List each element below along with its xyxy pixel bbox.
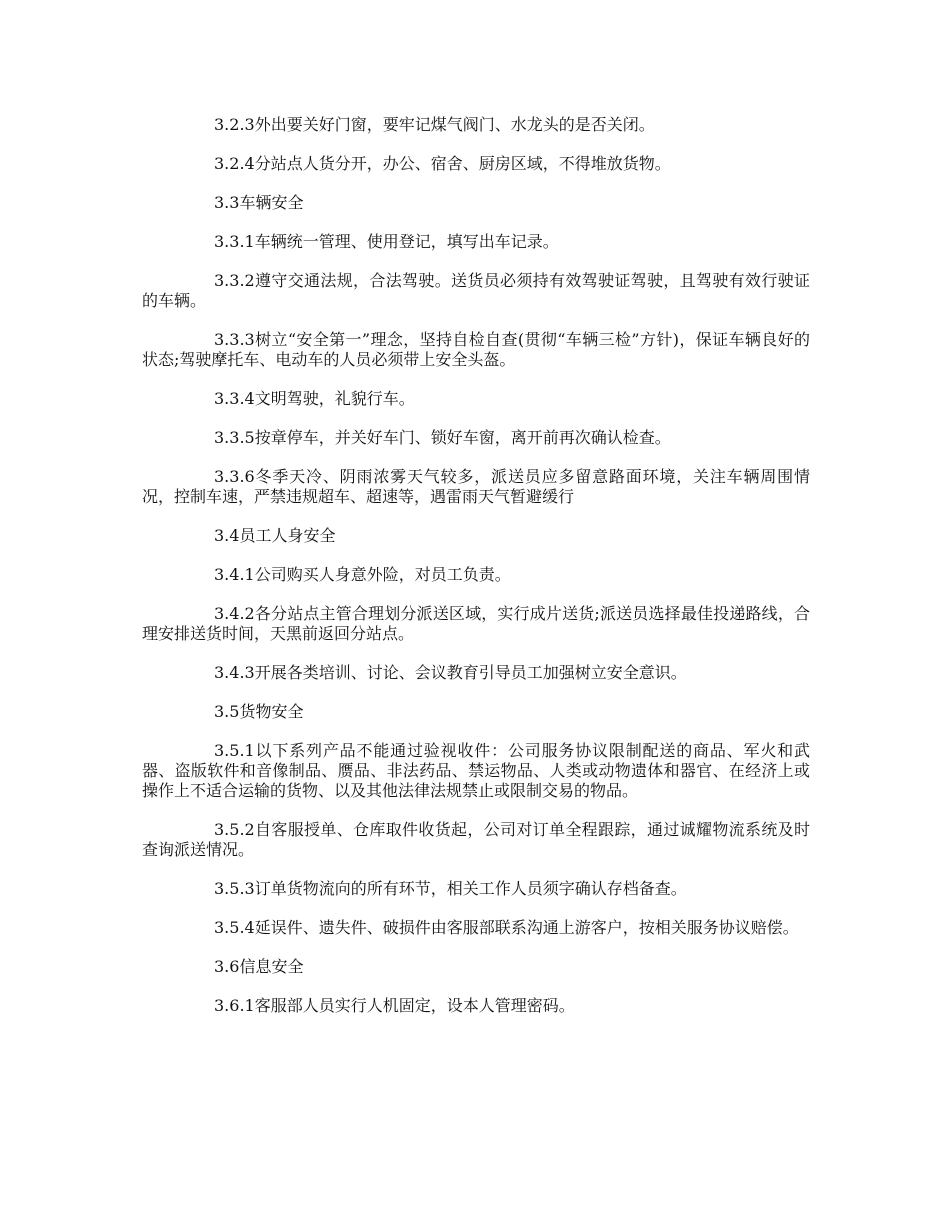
section-heading: 3.6信息安全 xyxy=(214,957,304,976)
paragraph: 3.5.4延误件、遗失件、破损件由客服部联系沟通上游客户，按相关服务协议赔偿。 xyxy=(214,918,799,937)
section-heading: 3.4员工人身安全 xyxy=(214,526,336,545)
paragraph: 3.5.2自客服授单、仓库取件收货起，公司对订单全程跟踪，通过诚耀物流系统及时查询派送情况。 xyxy=(142,820,810,859)
paragraph: 3.3.3树立“安全第一”理念，坚持自检自查(贯彻“车辆三检”方针)，保证车辆良好的状态;驾驶摩托车、电动车的人员必须带上安全头盔。 xyxy=(142,330,810,369)
paragraph: 3.6.1客服部人员实行人机固定，设本人管理密码。 xyxy=(214,996,575,1015)
paragraph: 3.5.1以下系列产品不能通过验视收件：公司服务协议限制配送的商品、军火和武器、盗版软件和音像制品、赝品、非法药品、禁运物品、人类或动物遗体和器官、在经济上或操作上不适合运输的货物、以及其他法律法规禁止或限制交易的物品。 xyxy=(142,741,810,800)
paragraph: 3.3.5按章停车，并关好车门、锁好车窗，离开前再次确认检查。 xyxy=(214,428,671,447)
paragraph: 3.4.2各分站点主管合理划分派送区域，实行成片送货;派送员选择最佳投递路线，合理安排送货时间，天黑前返回分站点。 xyxy=(142,604,810,643)
paragraph: 3.4.3开展各类培训、讨论、会议教育引导员工加强树立安全意识。 xyxy=(214,663,687,682)
document-body xyxy=(142,115,810,1035)
paragraph: 3.5.3订单货物流向的所有环节，相关工作人员须字确认存档备查。 xyxy=(214,879,687,898)
section-heading: 3.3车辆安全 xyxy=(214,193,304,212)
paragraph: 3.3.6冬季天冷、阴雨浓雾天气较多，派送员应多留意路面环境，关注车辆周围情况，控制车速，严禁违规超车、超速等，遇雷雨天气暂避缓行 xyxy=(142,467,810,506)
paragraph: 3.3.2遵守交通法规，合法驾驶。送货员必须持有效驾驶证驾驶，且驾驶有效行驶证的车辆。 xyxy=(142,271,810,310)
paragraph: 3.2.3外出要关好门窗，要牢记煤气阀门、水龙头的是否关闭。 xyxy=(214,115,655,134)
paragraph: 3.2.4分站点人货分开，办公、宿舍、厨房区域，不得堆放货物。 xyxy=(214,154,671,173)
paragraph: 3.3.4文明驾驶，礼貌行车。 xyxy=(214,389,415,408)
paragraph: 3.3.1车辆统一管理、使用登记，填写出车记录。 xyxy=(214,232,559,251)
section-heading: 3.5货物安全 xyxy=(214,702,304,721)
paragraph: 3.4.1公司购买人身意外险，对员工负责。 xyxy=(214,565,511,584)
